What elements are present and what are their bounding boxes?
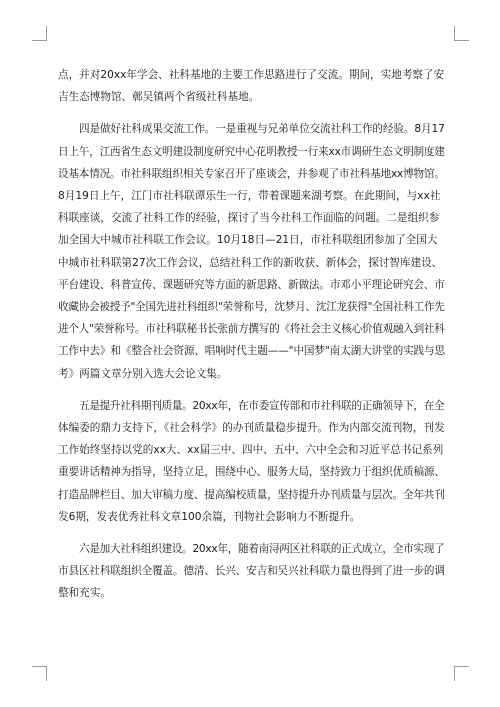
crop-mark-top-left xyxy=(32,26,47,41)
crop-mark-bottom-left xyxy=(32,666,47,681)
text-line: 整和充实。 xyxy=(58,587,111,600)
text-line: 考》两篇文章分别入选大会论文集。 xyxy=(58,367,228,380)
text-line: 打造品牌栏目、加大审稿力度、提高编校质量，坚持提升办刊质量与层次。全年共刊 xyxy=(58,488,445,501)
text-line: 工作始终坚持以党的xx大、xx届三中、四中、五中、六中全会和习近平总书记系列 xyxy=(58,444,444,457)
text-line: 工作中去》和《整合社会资源、唱响时代主题——"中国梦"南太湖大讲堂的实践与思 xyxy=(58,345,445,358)
text-line: 中城市社科联第27次工作会议，总结社科工作的新收获、新体会，探讨智库建设、 xyxy=(58,256,443,269)
text-line: 8月19日上午，江门市社科联谭乐生一行，带着课题来湖考察。在此期间，与xx社 xyxy=(58,190,441,203)
text-line: 体编委的鼎力支持下，《社会科学》的办刊质量稳步提升。作为内部交流刊物，刊发 xyxy=(58,422,445,435)
crop-mark-top-right xyxy=(454,26,469,41)
paragraph xyxy=(58,538,445,605)
text-line: 加全国大中城市社科联工作会议。10月18日—21日，市社科联组团参加了全国大 xyxy=(58,234,438,247)
text-line: 科联座谈，交流了社科工作的经验，探讨了当今社科工作面临的问题。二是组织参 xyxy=(58,212,440,225)
text-line: 收藏协会被授予"全国先进社科组织"荣誉称号，沈梦月、沈江龙获得"全国社科工作先 xyxy=(58,301,445,314)
paragraph xyxy=(58,395,445,528)
text-line: 五是提升社科期刊质量。20xx年，在市委宣传部和市社科联的正确领导下，在全 xyxy=(79,399,445,412)
text-line: 设基本情况。市社科联组织相关专家召开了座谈会，并参观了市社科基地xx博物馆。 xyxy=(58,167,445,180)
paragraph xyxy=(58,64,445,108)
text-line: 重要讲话精神为指导，坚持立足，围绕中心、服务大局，坚持致力于组织优质稿源、 xyxy=(58,466,445,479)
text-line: 点，并对20xx年学会、社科基地的主要工作思路进行了交流。期间，实地考察了安 xyxy=(58,69,445,81)
text-line: 六是加大社科组织建设。20xx年，随着南浔两区社科联的正式成立，全市实现了 xyxy=(79,543,445,556)
document-body xyxy=(58,64,445,615)
text-line: 发6期，发表优秀社科文章100余篇，刊物社会影响力不断提升。 xyxy=(58,510,361,523)
text-line: 平台建设、科普宣传、课题研究等方面的新思路、新做法。市邓小平理论研究会、市 xyxy=(58,278,445,291)
text-line: 市县区社科联组织全覆盖。德清、长兴、安吉和吴兴社科联力量也得到了进一步的调 xyxy=(58,565,445,578)
text-line: 四是做好社科成果交流工作。一是重视与兄弟单位交流社科工作的经验。8月17 xyxy=(79,123,445,136)
paragraph xyxy=(58,118,445,384)
text-line: 进个人"荣誉称号。市社科联秘书长张前方撰写的《将社会主义核心价值观融入到社科 xyxy=(58,323,445,336)
text-line: 吉生态博物馆、鄣吴镇两个省级社科基地。 xyxy=(58,91,260,104)
text-line: 日上午，江西省生态文明建设制度研究中心花明教授一行来xx市调研生态文明制度建 xyxy=(58,145,445,158)
crop-mark-bottom-right xyxy=(454,666,469,681)
